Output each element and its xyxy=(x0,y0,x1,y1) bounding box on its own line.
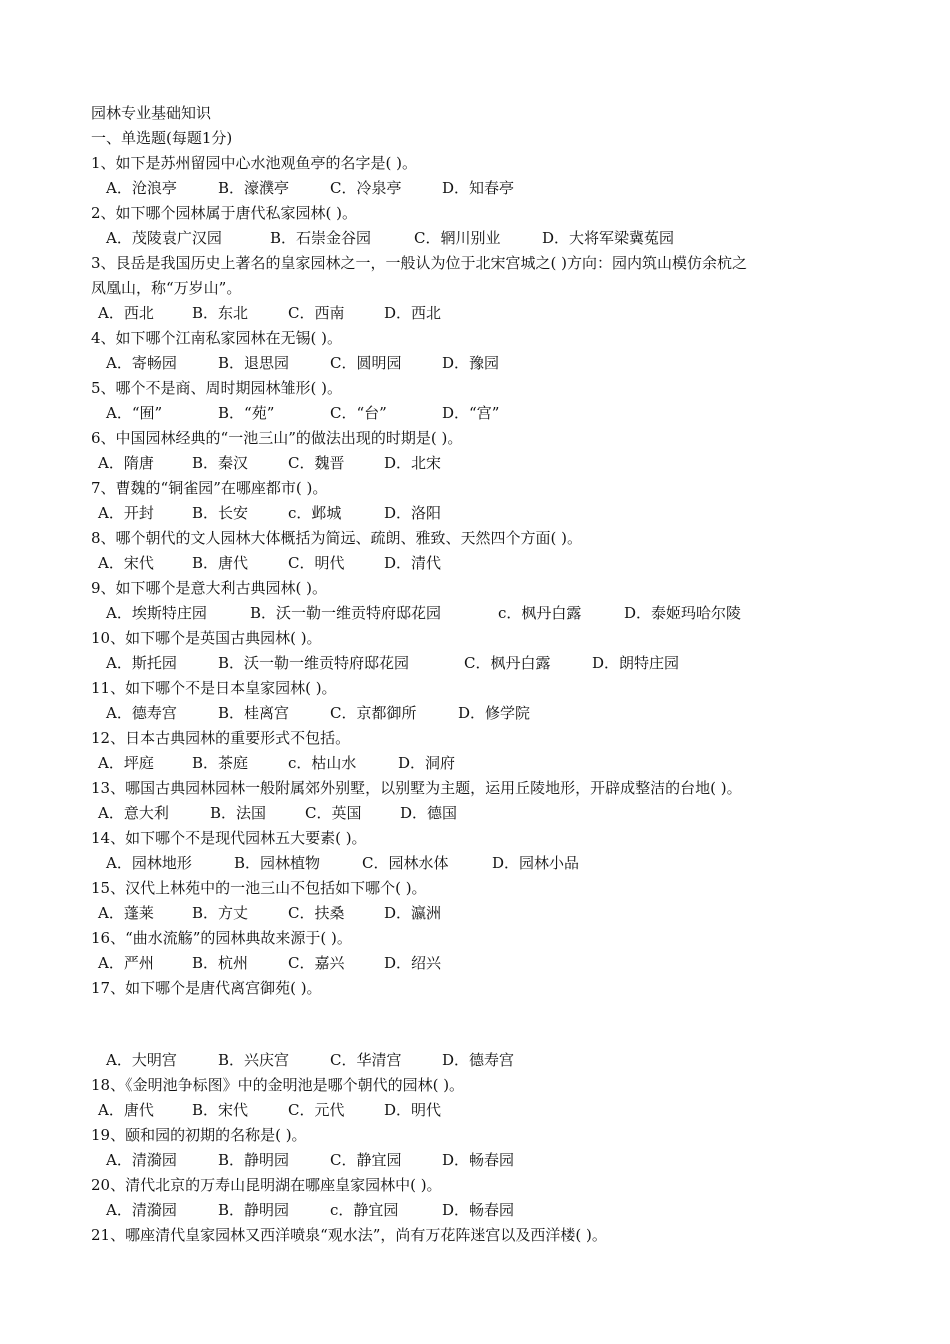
option-5-a: A．“囿” xyxy=(106,404,163,422)
option-8-d: D．清代 xyxy=(384,554,442,572)
option-6-a: A．隋唐 xyxy=(98,454,154,472)
option-16-c: C．嘉兴 xyxy=(288,954,345,972)
option-3-b: B．东北 xyxy=(192,304,249,322)
question-8: 8、哪个朝代的文人园林大体概括为简远、疏朗、雅致、天然四个方面( )。 xyxy=(91,529,583,547)
option-11-a: A．德寿宫 xyxy=(106,704,177,722)
question-15: 15、汉代上林苑中的一池三山不包括如下哪个( )。 xyxy=(91,879,427,897)
option-17-a: A．大明宫 xyxy=(106,1051,177,1069)
option-14-b: B．园林植物 xyxy=(234,854,321,872)
option-9-d: D．泰姬玛哈尔陵 xyxy=(624,604,742,622)
option-7-d: D．洛阳 xyxy=(384,504,442,522)
option-20-d: D．畅春园 xyxy=(442,1201,515,1219)
option-2-d: D．大将军梁冀菟园 xyxy=(542,229,675,247)
option-4-c: C．圆明园 xyxy=(330,354,402,372)
document-title: 园林专业基础知识 xyxy=(91,104,212,122)
option-20-a: A．清漪园 xyxy=(106,1201,177,1219)
option-15-b: B．方丈 xyxy=(192,904,249,922)
option-18-d: D．明代 xyxy=(384,1101,442,1119)
option-7-a: A．开封 xyxy=(98,504,154,522)
question-2: 2、如下哪个园林属于唐代私家园林( )。 xyxy=(91,204,358,222)
question-9: 9、如下哪个是意大利古典园林( )。 xyxy=(91,579,328,597)
question-3: 3、艮岳是我国历史上著名的皇家园林之一，一般认为位于北宋宫城之( )方向：园内筑山模仿余杭之 xyxy=(91,254,748,272)
section-heading: 一、单选题(每题1分) xyxy=(91,129,233,147)
question-17: 17、如下哪个是唐代离宫御苑( )。 xyxy=(91,979,322,997)
option-13-a: A．意大利 xyxy=(98,804,169,822)
option-18-b: B．宋代 xyxy=(192,1101,249,1119)
option-15-d: D．瀛洲 xyxy=(384,904,442,922)
option-7-c: c．邺城 xyxy=(288,504,342,522)
option-15-a: A．蓬莱 xyxy=(98,904,154,922)
option-8-b: B．唐代 xyxy=(192,554,249,572)
option-10-a: A．斯托园 xyxy=(106,654,177,672)
option-18-c: C．元代 xyxy=(288,1101,345,1119)
option-16-d: D．绍兴 xyxy=(384,954,442,972)
option-20-c: c．静宜园 xyxy=(330,1201,399,1219)
question-5: 5、哪个不是商、周时期园林雏形( )。 xyxy=(91,379,343,397)
question-16: 16、“曲水流觞”的园林典故来源于( )。 xyxy=(91,929,352,947)
option-14-a: A．园林地形 xyxy=(106,854,192,872)
option-17-d: D．德寿宫 xyxy=(442,1051,515,1069)
option-4-b: B．退思园 xyxy=(218,354,290,372)
option-12-b: B．茶庭 xyxy=(192,754,249,772)
option-5-b: B．“苑” xyxy=(218,404,275,422)
option-9-c: c．枫丹白露 xyxy=(498,604,582,622)
option-19-a: A．清漪园 xyxy=(106,1151,177,1169)
option-16-b: B．杭州 xyxy=(192,954,249,972)
option-8-a: A．宋代 xyxy=(98,554,154,572)
question-11: 11、如下哪个不是日本皇家园林( )。 xyxy=(91,679,337,697)
option-12-d: D．洞府 xyxy=(398,754,456,772)
option-19-d: D．畅春园 xyxy=(442,1151,515,1169)
question-6: 6、中国园林经典的“一池三山”的做法出现的时期是( )。 xyxy=(91,429,463,447)
option-6-b: B．秦汉 xyxy=(192,454,249,472)
option-5-c: C．“台” xyxy=(330,404,387,422)
option-14-d: D．园林小品 xyxy=(492,854,580,872)
question-14: 14、如下哪个不是现代园林五大要素( )。 xyxy=(91,829,367,847)
option-1-b: B．濠濮亭 xyxy=(218,179,290,197)
question-21: 21、哪座清代皇家园林又西洋喷泉“观水法”，尚有万花阵迷宫以及西洋楼( )。 xyxy=(91,1226,607,1244)
question-10: 10、如下哪个是英国古典园林( )。 xyxy=(91,629,322,647)
option-17-b: B．兴庆宫 xyxy=(218,1051,290,1069)
option-12-c: c．枯山水 xyxy=(288,754,357,772)
option-3-a: A．西北 xyxy=(98,304,154,322)
option-1-c: C．冷泉亭 xyxy=(330,179,402,197)
option-19-b: B．静明园 xyxy=(218,1151,290,1169)
option-1-a: A．沧浪亭 xyxy=(106,179,177,197)
option-6-c: C．魏晋 xyxy=(288,454,345,472)
option-3-c: C．西南 xyxy=(288,304,345,322)
option-12-a: A．坪庭 xyxy=(98,754,154,772)
question-4: 4、如下哪个江南私家园林在无锡( )。 xyxy=(91,329,343,347)
option-11-c: C．京都御所 xyxy=(330,704,417,722)
question-13: 13、哪国古典园林园林一般附属郊外别墅，以别墅为主题，运用丘陵地形，开辟成整洁的台地( )。 xyxy=(91,779,742,797)
question-1: 1、如下是苏州留园中心水池观鱼亭的名字是( )。 xyxy=(91,154,418,172)
option-13-c: C．英国 xyxy=(305,804,362,822)
question-18: 18、《金明池争标图》中的金明池是哪个朝代的园林( )。 xyxy=(91,1076,465,1094)
question-7: 7、曹魏的“铜雀园”在哪座都市( )。 xyxy=(91,479,328,497)
option-2-a: A．茂陵袁广汉园 xyxy=(106,229,222,247)
option-13-b: B．法国 xyxy=(210,804,267,822)
option-9-a: A．埃斯特庄园 xyxy=(106,604,207,622)
option-2-c: C．辋川别业 xyxy=(414,229,501,247)
option-10-c: C．枫丹白露 xyxy=(464,654,551,672)
option-7-b: B．长安 xyxy=(192,504,249,522)
option-10-b: B．沃一勒一维贡特府邸花园 xyxy=(218,654,410,672)
option-17-c: C．华清宫 xyxy=(330,1051,402,1069)
question-19: 19、颐和园的初期的名称是( )。 xyxy=(91,1126,307,1144)
option-5-d: D．“宫” xyxy=(442,404,500,422)
option-13-d: D．德国 xyxy=(400,804,458,822)
option-16-a: A．严州 xyxy=(98,954,154,972)
question-20: 20、清代北京的万寿山昆明湖在哪座皇家园林中( )。 xyxy=(91,1176,442,1194)
option-1-d: D．知春亭 xyxy=(442,179,515,197)
option-19-c: C．静宜园 xyxy=(330,1151,402,1169)
option-4-a: A．寄畅园 xyxy=(106,354,177,372)
option-10-d: D．朗特庄园 xyxy=(592,654,680,672)
option-18-a: A．唐代 xyxy=(98,1101,154,1119)
option-8-c: C．明代 xyxy=(288,554,345,572)
question-12: 12、日本古典园林的重要形式不包括。 xyxy=(91,729,351,747)
option-9-b: B．沃一勒一维贡特府邸花园 xyxy=(250,604,442,622)
option-6-d: D．北宋 xyxy=(384,454,442,472)
option-14-c: C．园林水体 xyxy=(362,854,449,872)
question-3-continued: 凤凰山，称“万岁山”。 xyxy=(91,279,242,297)
option-4-d: D．豫园 xyxy=(442,354,500,372)
option-20-b: B．静明园 xyxy=(218,1201,290,1219)
option-11-d: D．修学院 xyxy=(458,704,531,722)
option-3-d: D．西北 xyxy=(384,304,442,322)
option-2-b: B．石崇金谷园 xyxy=(270,229,372,247)
option-11-b: B．桂离宫 xyxy=(218,704,290,722)
option-15-c: C．扶桑 xyxy=(288,904,345,922)
